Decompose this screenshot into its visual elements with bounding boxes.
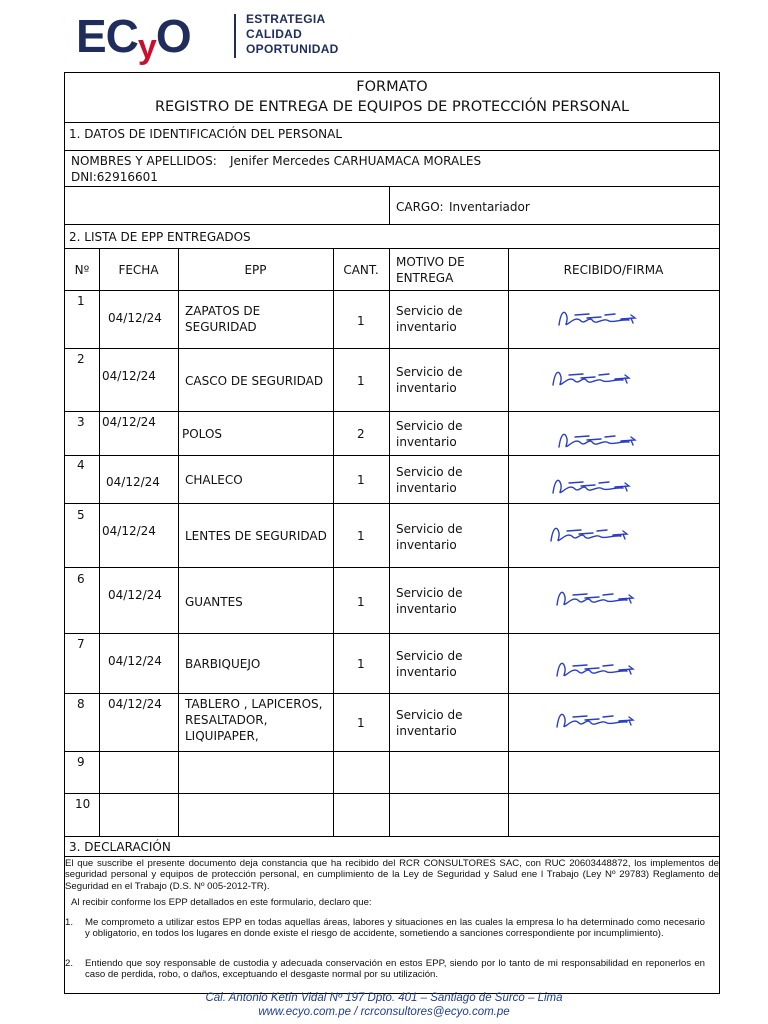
logo-mark: ECyO	[76, 10, 191, 66]
declaration-item-number: 1.	[65, 917, 74, 928]
footer-website: www.ecyo.com.pe / rcrconsultores@ecyo.com.pe	[258, 1006, 510, 1018]
row-number: 7	[77, 637, 85, 651]
column-divider	[333, 248, 334, 836]
row-epp: CHALECO	[185, 473, 243, 487]
row-quantity: 1	[357, 716, 365, 730]
row-quantity: 2	[357, 427, 365, 441]
row-quantity: 1	[357, 595, 365, 609]
row-reason: Servicio de inventario	[396, 304, 463, 334]
signature-image	[551, 305, 661, 333]
row-date: 04/12/24	[108, 588, 162, 602]
cargo-value: Inventariador	[449, 200, 530, 214]
row-date: 04/12/24	[102, 369, 156, 383]
divider	[65, 248, 719, 249]
row-divider	[65, 633, 719, 634]
row-number: 2	[77, 352, 85, 366]
col-header-reason: MOTIVO DE ENTREGA	[396, 255, 465, 285]
column-divider	[508, 248, 509, 836]
signature-image	[549, 707, 659, 735]
row-reason: Servicio de inventario	[396, 465, 463, 495]
row-reason: Servicio de inventario	[396, 708, 463, 738]
signature-image	[545, 365, 655, 393]
row-epp: BARBIQUEJO	[185, 657, 261, 671]
row-divider	[65, 503, 719, 504]
logo-divider	[234, 14, 236, 58]
declaration-item-number: 2.	[65, 958, 74, 969]
row-epp: LENTES DE SEGURIDAD	[185, 529, 327, 543]
row-number: 8	[77, 697, 85, 711]
column-divider	[99, 248, 100, 836]
row-divider	[65, 567, 719, 568]
row-number: 5	[77, 508, 85, 522]
divider	[65, 856, 719, 857]
divider	[65, 150, 719, 151]
row-divider	[65, 693, 719, 694]
row-quantity: 1	[357, 314, 365, 328]
row-divider	[65, 411, 719, 412]
signature-image	[549, 585, 659, 613]
row-epp: POLOS	[182, 427, 223, 441]
section-3-heading: 3. DECLARACIÓN	[69, 840, 171, 854]
col-header-epp: EPP	[244, 263, 267, 277]
divider	[65, 186, 719, 187]
declaration-item-2: Entiendo que soy responsable de custodia y adecuada conservación en estos EPP, siendo por lo tanto de mi responsabilidad en reponerlos en caso de perdida, robo, o daños, exceptuando el desgaste normal por su utilización.	[85, 958, 705, 981]
row-divider	[65, 290, 719, 291]
row-epp: ZAPATOS DE SEGURIDAD	[185, 304, 261, 334]
row-divider	[65, 455, 719, 456]
declaration-intro: Al recibir conforme los EPP detallados en este formulario, declaro que:	[71, 897, 372, 908]
row-epp: CASCO DE SEGURIDAD	[185, 374, 324, 388]
col-header-date: FECHA	[118, 263, 159, 277]
declaration-paragraph: El que suscribe el presente documento deja constancia que ha recibido del RCR CONSULTORES SAC, con RUC 20603448872, los implementos de seguridad personal y equipos de protección personal, en cumplimiento de la Ley de Seguridad y Salud ene l Trabajo (Ley Nº 29783) Reglamento de Seguridad en el Trabajo (D.S. Nº 005-2012-TR).	[65, 858, 719, 892]
row-date: 04/12/24	[102, 524, 156, 538]
row-date: 04/12/24	[106, 475, 160, 489]
declaration-item-1: Me comprometo a utilizar estos EPP en todas aquellas áreas, labores y situaciones en las cuales la empresa lo ha determinado como necesario y obligatorio, en todos los lugares en donde existe el riesgo de accidente, sometiendo a sanciones correspondiente por incumplimiento).	[85, 917, 705, 940]
row-epp: GUANTES	[185, 595, 243, 609]
divider	[65, 224, 719, 225]
row-date: 04/12/24	[102, 415, 156, 429]
form-subtitle: REGISTRO DE ENTREGA DE EQUIPOS DE PROTECCIÓN PERSONAL	[154, 99, 630, 115]
row-reason: Servicio de inventario	[396, 586, 463, 616]
form-title: FORMATO	[356, 79, 428, 95]
row-number: 4	[77, 458, 85, 472]
signature-image	[551, 427, 661, 455]
section-1-heading: 1. DATOS DE IDENTIFICACIÓN DEL PERSONAL	[69, 127, 343, 141]
signature-image	[543, 521, 653, 549]
column-divider	[178, 248, 179, 836]
row-epp: TABLERO , LAPICEROS, RESALTADOR, LIQUIPAPER,	[185, 697, 323, 743]
epp-form	[64, 72, 720, 994]
signature-image	[549, 656, 659, 684]
row-divider	[65, 793, 719, 794]
divider	[65, 122, 719, 123]
dni-value: DNI:62916601	[71, 170, 158, 184]
row-reason: Servicio de inventario	[396, 522, 463, 552]
row-date: 04/12/24	[108, 311, 162, 325]
row-number: 10	[75, 797, 91, 811]
names-value: Jenifer Mercedes CARHUAMACA MORALES	[230, 154, 482, 168]
signature-image	[545, 473, 655, 501]
company-logo	[76, 10, 376, 66]
col-header-number: Nº	[74, 263, 90, 277]
names-label: NOMBRES Y APELLIDOS:	[71, 154, 217, 168]
row-divider	[65, 751, 719, 752]
row-reason: Servicio de inventario	[396, 419, 463, 449]
row-reason: Servicio de inventario	[396, 365, 463, 395]
footer-address: Cal. Antonio Ketín Vidal Nº 197 Dpto. 401 – Santiago de Surco – Lima	[205, 992, 563, 1004]
row-quantity: 1	[357, 657, 365, 671]
logo-tagline: ESTRATEGIA CALIDAD OPORTUNIDAD	[246, 12, 339, 56]
row-divider	[65, 348, 719, 349]
row-number: 1	[77, 294, 85, 308]
row-quantity: 1	[357, 529, 365, 543]
row-quantity: 1	[357, 473, 365, 487]
col-header-quantity: CANT.	[343, 263, 379, 277]
row-number: 9	[77, 755, 85, 769]
divider	[389, 186, 390, 224]
section-2-heading: 2. LISTA DE EPP ENTREGADOS	[69, 230, 251, 244]
column-divider	[389, 248, 390, 836]
row-date: 04/12/24	[108, 654, 162, 668]
row-quantity: 1	[357, 374, 365, 388]
row-reason: Servicio de inventario	[396, 649, 463, 679]
cargo-label: CARGO:	[396, 200, 444, 214]
row-number: 3	[77, 415, 85, 429]
row-divider	[65, 836, 719, 837]
col-header-signature: RECIBIDO/FIRMA	[563, 263, 664, 277]
row-date: 04/12/24	[108, 697, 162, 711]
row-number: 6	[77, 572, 85, 586]
